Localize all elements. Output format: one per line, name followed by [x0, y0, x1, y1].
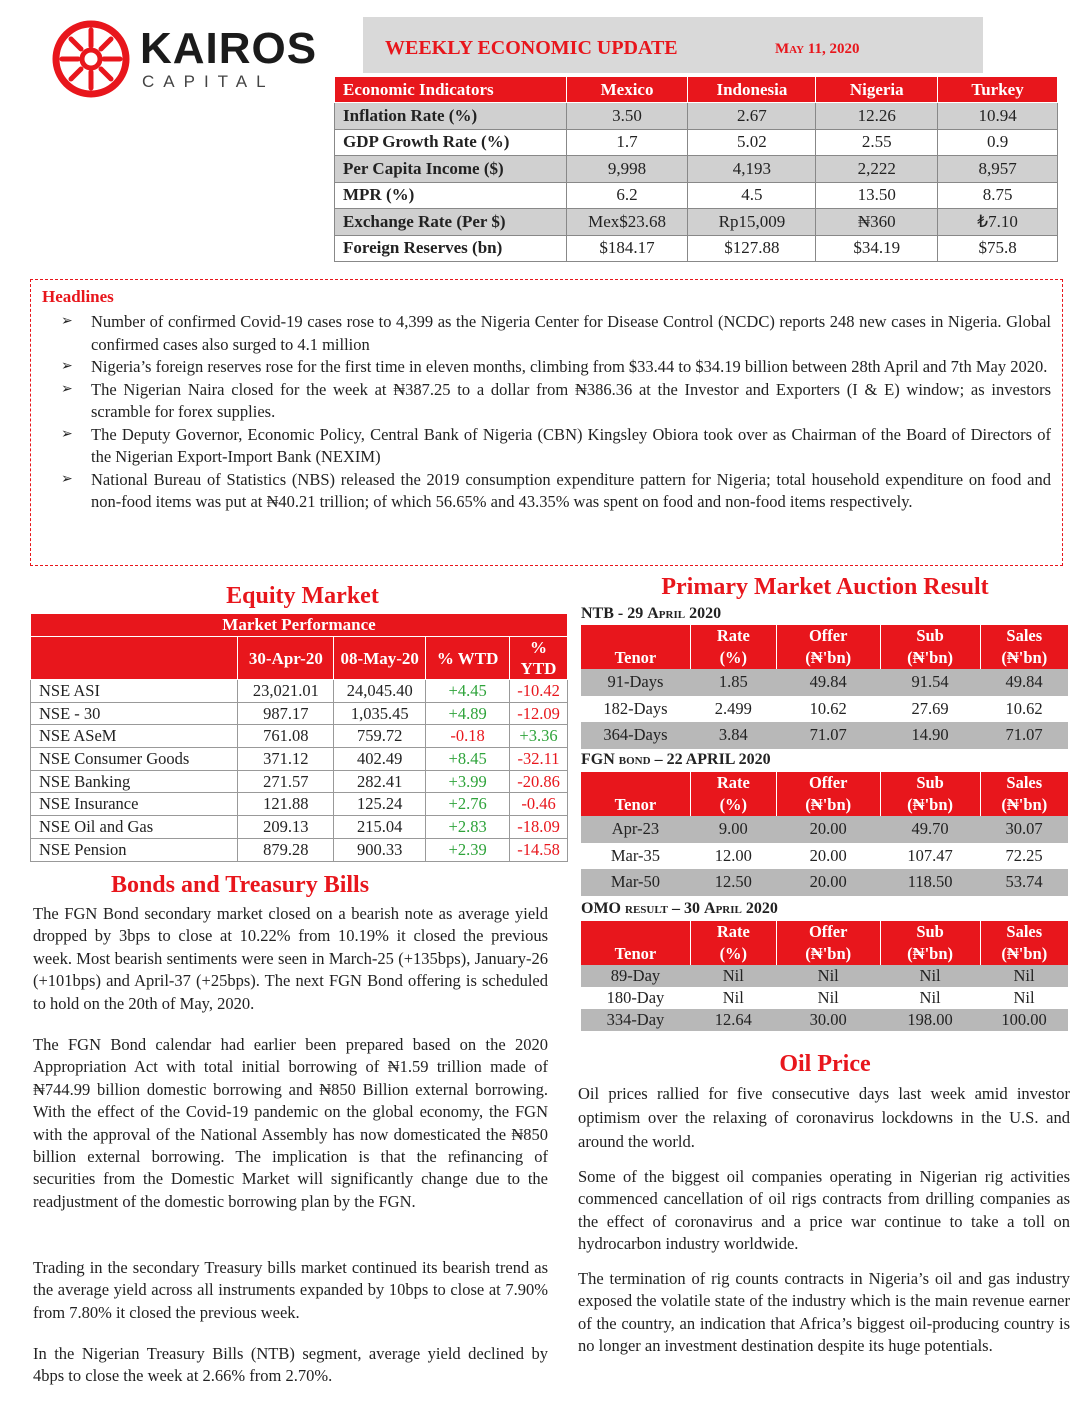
equity-cell: +2.83: [426, 816, 510, 839]
auction-cell: 27.69: [911, 698, 949, 718]
equity-cell: -10.42: [510, 680, 568, 703]
auction-row: [581, 965, 1069, 987]
kairos-emblem-icon: [52, 20, 130, 98]
auction-cell: 12.64: [690, 1009, 776, 1031]
auction-row: [581, 1009, 1069, 1031]
indicator-cell: ₺7.10: [938, 209, 1058, 236]
oil-price-title: Oil Price: [779, 1051, 871, 1077]
equity-row: [31, 816, 568, 839]
equity-cell: NSE ASeM: [31, 725, 238, 748]
headline-text: The Deputy Governor, Economic Policy, Central Bank of Nigeria (CBN) Kingsley Obiora took over as Chairman of the Board of Directors of the Nigerian Export-Import Bank (NEXIM): [91, 424, 1051, 466]
indicator-cell: $184.17: [566, 235, 688, 262]
oil-paragraph-3: The termination of rig counts contracts in Nigeria’s oil and gas industry exposed the volatile state of the industry which is the main revenue earner of the country, an indication that Africa’s biggest oil-producing country is no longer an investment destination despite its huge potentials.: [578, 1269, 1070, 1356]
header-line: Offer: [808, 922, 848, 941]
auction-col-header: [880, 625, 980, 669]
auction-col-header: [980, 772, 1068, 816]
equity-cell: 759.72: [334, 725, 426, 748]
auction-col-header: [980, 625, 1068, 669]
equity-cell: NSE Banking: [31, 770, 238, 793]
auction-col-header: [690, 772, 776, 816]
header-line: (₦'bn): [1001, 795, 1048, 814]
auction-cell: 2.499: [714, 698, 752, 718]
equity-col-header: 08-May-20: [334, 637, 426, 680]
equity-col-header: % WTD: [426, 637, 510, 680]
equity-row: [31, 725, 568, 748]
equity-cell: NSE ASI: [31, 680, 238, 703]
indicator-cell: 1.7: [566, 129, 688, 156]
equity-cell: -14.58: [510, 838, 568, 861]
indicator-cell: $127.88: [688, 235, 816, 262]
equity-cell: 271.57: [238, 770, 334, 793]
auction-cell: 364-Days: [581, 722, 691, 749]
header-line: (%): [719, 795, 748, 814]
market-performance-title: Market Performance: [31, 614, 568, 637]
header-line: Rate: [716, 922, 750, 941]
equity-cell: NSE Consumer Goods: [31, 748, 238, 771]
header-line: (₦'bn): [907, 795, 954, 814]
auction-cell: 89-Day: [581, 965, 691, 987]
indicator-cell: Mex$23.68: [566, 209, 688, 236]
auction-cell: 10.62: [1005, 698, 1043, 718]
arrow-bullet-icon: ➢: [61, 426, 73, 442]
indicator-row: [335, 156, 1058, 183]
equity-cell: 125.24: [334, 793, 426, 816]
brand-name: KAIROS: [140, 24, 318, 73]
indicator-cell: 2,222: [816, 156, 938, 183]
equity-row: [31, 748, 568, 771]
equity-cell: -0.18: [426, 725, 510, 748]
auction-row: [581, 816, 1069, 843]
omo-label: OMO result – 30 April 2020: [581, 900, 778, 917]
auction-cell: 30.07: [980, 816, 1068, 843]
equity-cell: 761.08: [238, 725, 334, 748]
equity-cell: +2.39: [426, 838, 510, 861]
indicator-col-header: Mexico: [566, 77, 688, 103]
equity-cell: -20.86: [510, 770, 568, 793]
auction-cell: Mar-50: [581, 869, 691, 896]
equity-col-header: % YTD: [510, 637, 568, 680]
equity-cell: 23,021.01: [238, 680, 334, 703]
auction-col-header: [776, 625, 880, 669]
auction-col-header: [776, 772, 880, 816]
headlines-list: [59, 311, 1051, 514]
header-line: [581, 625, 690, 647]
auction-cell: Apr-23: [581, 816, 691, 843]
economic-indicators-table: [334, 76, 1058, 262]
header-line: (₦'bn): [907, 944, 954, 963]
header-line: (₦'bn): [907, 648, 954, 667]
auction-cell: 100.00: [980, 1009, 1068, 1031]
indicator-cell: 3.50: [566, 103, 688, 130]
indicator-row: [335, 129, 1058, 156]
indicator-col-header: Nigeria: [816, 77, 938, 103]
auction-row: [581, 722, 1069, 749]
arrow-bullet-icon: ➢: [61, 314, 73, 329]
auction-cell: Nil: [1013, 988, 1035, 1007]
brand-logo: [52, 20, 332, 100]
page-title: WEEKLY ECONOMIC UPDATE: [385, 37, 678, 59]
auction-cell: 180-Day: [606, 988, 665, 1007]
indicator-cell: 12.26: [816, 103, 938, 130]
equity-cell: -32.11: [510, 748, 568, 771]
indicator-col-header: Economic Indicators: [335, 77, 567, 103]
headline-item: [59, 379, 1051, 424]
equity-cell: 121.88: [238, 793, 334, 816]
auction-cell: 20.00: [809, 845, 847, 865]
auction-cell: 72.25: [1005, 845, 1043, 865]
equity-market-table: [30, 613, 568, 862]
indicator-row: [335, 235, 1058, 262]
indicator-cell: 5.02: [688, 129, 816, 156]
auction-col-header: [880, 921, 980, 965]
equity-cell: 209.13: [238, 816, 334, 839]
auction-col-header: [581, 921, 691, 965]
equity-cell: NSE - 30: [31, 702, 238, 725]
auction-cell: 91-Days: [581, 669, 691, 696]
auction-cell: 12.50: [690, 869, 776, 896]
indicator-cell: ₦360: [816, 209, 938, 236]
brand-sub: CAPITAL: [142, 72, 275, 91]
header-line: Tenor: [614, 648, 657, 667]
auction-cell: 334-Day: [581, 1009, 691, 1031]
ntb-header-row: [581, 625, 1069, 669]
header-line: (₦'bn): [805, 795, 852, 814]
indicator-cell: 2.67: [688, 103, 816, 130]
equity-cell: 282.41: [334, 770, 426, 793]
auction-cell: 71.07: [980, 722, 1068, 749]
auction-cell: Nil: [722, 988, 744, 1007]
headline-item: [59, 311, 1051, 356]
indicator-row: [335, 209, 1058, 236]
header-line: Sub: [916, 922, 944, 941]
indicator-cell: 13.50: [816, 182, 938, 209]
issue-date: May 11, 2020: [775, 41, 860, 57]
auction-cell: 30.00: [776, 1009, 880, 1031]
auction-cell: 198.00: [880, 1009, 980, 1031]
equity-cell: 879.28: [238, 838, 334, 861]
equity-cell: -0.46: [510, 793, 568, 816]
auction-cell: 49.84: [776, 669, 880, 696]
equity-cell: NSE Insurance: [31, 793, 238, 816]
auction-col-header: [776, 921, 880, 965]
indicator-row: [335, 103, 1058, 130]
header-line: (₦'bn): [805, 944, 852, 963]
auction-cell: 1.85: [690, 669, 776, 696]
indicator-cell: Inflation Rate (%): [335, 103, 567, 130]
indicator-cell: 8.75: [938, 182, 1058, 209]
auction-cell: 3.84: [690, 722, 776, 749]
equity-cell: +2.76: [426, 793, 510, 816]
auction-cell: Nil: [880, 965, 980, 987]
auction-cell: 20.00: [776, 869, 880, 896]
indicator-cell: MPR (%): [335, 182, 567, 209]
indicator-cell: Per Capita Income ($): [335, 156, 567, 183]
equity-row: [31, 702, 568, 725]
header-line: Offer: [808, 626, 848, 645]
bonds-paragraph-1: The FGN Bond secondary market closed on a bearish note as average yield dropped by 3bps to close at 10.22% from 10.19% it closed the previous week. Most bearish sentiments were seen in March-25 (+135bps), January-26 (+101bps) and April-37 (+25bps). The next FGN Bond offering is scheduled to hold on the 20th of May, 2020.: [33, 904, 548, 1013]
header-line: Rate: [716, 626, 750, 645]
ntb-label: NTB - 29 April 2020: [581, 605, 722, 622]
indicator-col-header: Turkey: [938, 77, 1058, 103]
fgn-label: FGN bond – 22 APRIL 2020: [581, 751, 771, 768]
oil-paragraph-1: Oil prices rallied for five consecutive days last week amid investor optimism over the relaxing of coronavirus lockdowns in the U.S. and around the world.: [578, 1084, 1070, 1151]
auction-row: [581, 669, 1069, 696]
oil-paragraph-2: Some of the biggest oil companies operating in Nigerian rig activities commenced cancellation of oil rigs contracts from drilling companies as the effect of coronavirus and a price war continue to take a toll on hydrocarbon industry worldwide.: [578, 1167, 1070, 1254]
header-line: Sales: [1006, 626, 1043, 645]
header-line: [581, 772, 690, 794]
auction-cell: 182-Days: [603, 698, 668, 718]
headlines-title: Headlines: [42, 287, 114, 306]
arrow-bullet-icon: ➢: [61, 381, 73, 397]
auction-cell: Nil: [776, 965, 880, 987]
indicator-cell: 9,998: [566, 156, 688, 183]
auction-cell: 53.74: [980, 869, 1068, 896]
headline-item: [59, 424, 1051, 469]
header-line: Sub: [916, 773, 944, 792]
headlines-box: [30, 279, 1063, 566]
arrow-bullet-icon: ➢: [61, 359, 73, 374]
auction-row: [581, 987, 1069, 1009]
headline-text: The Nigerian Naira closed for the week at ₦387.25 to a dollar from ₦386.36 at the Investor and Exporters (I & E) window; as investors scramble for forex supplies.: [91, 379, 1051, 421]
equity-market-title: Equity Market: [226, 583, 379, 609]
auction-row: [581, 869, 1069, 896]
auction-cell: Nil: [980, 965, 1068, 987]
fgn-bond-table: [580, 772, 1068, 896]
auction-cell: 9.00: [690, 816, 776, 843]
equity-cell: 1,035.45: [334, 702, 426, 725]
equity-cell: +3.99: [426, 770, 510, 793]
indicator-cell: 8,957: [938, 156, 1058, 183]
indicator-cell: $34.19: [816, 235, 938, 262]
equity-cell: NSE Oil and Gas: [31, 816, 238, 839]
auction-cell: 20.00: [776, 816, 880, 843]
header-line: (₦'bn): [1001, 944, 1048, 963]
equity-col-header: [31, 637, 238, 680]
auction-cell: 49.70: [880, 816, 980, 843]
indicator-cell: 0.9: [938, 129, 1058, 156]
equity-cell: 24,045.40: [334, 680, 426, 703]
headline-text: National Bureau of Statistics (NBS) released the 2019 consumption expenditure pattern for Nigeria; total household expenditure on food and non-food items was put at ₦40.21 trillion; of which 56.65% and 43.35% was spent on food and non-food items respectively.: [91, 469, 1051, 511]
indicator-col-header: Indonesia: [688, 77, 816, 103]
auction-cell: 71.07: [776, 722, 880, 749]
header-line: (₦'bn): [805, 648, 852, 667]
equity-row: [31, 770, 568, 793]
header-line: Sales: [1006, 773, 1043, 792]
auction-col-header: [581, 625, 691, 669]
equity-cell: +4.45: [426, 680, 510, 703]
auction-cell: 12.00: [714, 845, 752, 865]
headline-item: [59, 356, 1051, 379]
equity-cell: 900.33: [334, 838, 426, 861]
indicator-cell: 2.55: [816, 129, 938, 156]
equity-cell: +4.89: [426, 702, 510, 725]
ntb-auction-table: [580, 625, 1068, 749]
auction-cell: Nil: [817, 988, 839, 1007]
header-banner: [363, 17, 983, 73]
equity-cell: 371.12: [238, 748, 334, 771]
omo-header-row: [581, 921, 1069, 965]
equity-cell: -12.09: [510, 702, 568, 725]
auction-cell: 10.62: [809, 698, 847, 718]
indicator-cell: $75.8: [938, 235, 1058, 262]
indicator-cell: GDP Growth Rate (%): [335, 129, 567, 156]
equity-cell: 987.17: [238, 702, 334, 725]
auction-cell: 91.54: [880, 669, 980, 696]
auction-col-header: [880, 772, 980, 816]
header-line: Sales: [1006, 922, 1043, 941]
header-line: (%): [719, 944, 748, 963]
equity-row: [31, 838, 568, 861]
indicator-cell: Exchange Rate (Per $): [335, 209, 567, 236]
auction-cell: 14.90: [880, 722, 980, 749]
equity-cell: 402.49: [334, 748, 426, 771]
auction-cell: 118.50: [880, 869, 980, 896]
headline-text: Number of confirmed Covid-19 cases rose to 4,399 as the Nigeria Center for Disease Control (NCDC) reports 248 new cases in Nigeria. Global confirmed cases also surged to 4.1 million: [91, 312, 1051, 354]
equity-cell: NSE Pension: [31, 838, 238, 861]
bonds-paragraph-3: Trading in the secondary Treasury bills market continued its bearish trend as the average yield across all instruments expanded by 10bps to close at 7.90% from 7.80% it closed the previous week.: [33, 1258, 548, 1322]
indicator-cell: Foreign Reserves (bn): [335, 235, 567, 262]
fgn-header-row: [581, 772, 1069, 816]
auction-cell: 107.47: [907, 845, 953, 865]
indicator-cell: 4.5: [688, 182, 816, 209]
auction-row: [581, 843, 1069, 870]
auction-cell: Nil: [919, 988, 941, 1007]
header-line: [581, 921, 690, 943]
header-line: Rate: [716, 773, 750, 792]
omo-result-table: [580, 921, 1068, 1031]
equity-cell: +3.36: [510, 725, 568, 748]
arrow-bullet-icon: ➢: [61, 471, 73, 487]
equity-cell: -18.09: [510, 816, 568, 839]
bonds-title: Bonds and Treasury Bills: [110, 872, 370, 898]
header-line: Tenor: [614, 944, 657, 963]
auction-title: Primary Market Auction Result: [661, 574, 989, 600]
indicator-cell: 4,193: [688, 156, 816, 183]
auction-col-header: [581, 772, 691, 816]
headline-item: [59, 469, 1051, 514]
equity-cell: +8.45: [426, 748, 510, 771]
auction-cell: 49.84: [980, 669, 1068, 696]
bonds-paragraph-4: In the Nigerian Treasury Bills (NTB) segment, average yield declined by 4bps to close the week at 2.66% from 2.70%.: [33, 1344, 548, 1386]
equity-cell: 215.04: [334, 816, 426, 839]
auction-col-header: [690, 921, 776, 965]
indicator-cell: Rp15,009: [688, 209, 816, 236]
equity-row: [31, 793, 568, 816]
equity-col-header: 30-Apr-20: [238, 637, 334, 680]
header-line: (%): [719, 648, 748, 667]
auction-row: [581, 696, 1069, 723]
indicator-cell: 6.2: [566, 182, 688, 209]
header-line: Offer: [808, 773, 848, 792]
bonds-paragraph-2: The FGN Bond calendar had earlier been prepared based on the 2020 Appropriation Act with total initial borrowing of ₦1.59 trillion made of ₦744.99 billion domestic borrowing and ₦850 Billion external borrowing. With the effect of the Covid-19 pandemic on the global economy, the FGN with the approval of the National Assembly has now domesticated the ₦850 billion external borrowing. The implication is that the refinancing of securities from the Domestic Market will significantly change due to the readjustment of the domestic borrowing plan by the FGN.: [33, 1035, 548, 1211]
auction-col-header: [690, 625, 776, 669]
headline-text: Nigeria’s foreign reserves rose for the first time in eleven months, climbing from $33.44 to $34.19 billion between 28th April and 7th May 2020.: [91, 357, 1048, 376]
auction-col-header: [980, 921, 1068, 965]
auction-cell: Nil: [690, 965, 776, 987]
equity-row: [31, 680, 568, 703]
header-line: (₦'bn): [1001, 648, 1048, 667]
indicator-cell: 10.94: [938, 103, 1058, 130]
header-line: Tenor: [614, 795, 657, 814]
indicator-row: [335, 182, 1058, 209]
auction-cell: Mar-35: [610, 845, 660, 865]
header-line: Sub: [916, 626, 944, 645]
